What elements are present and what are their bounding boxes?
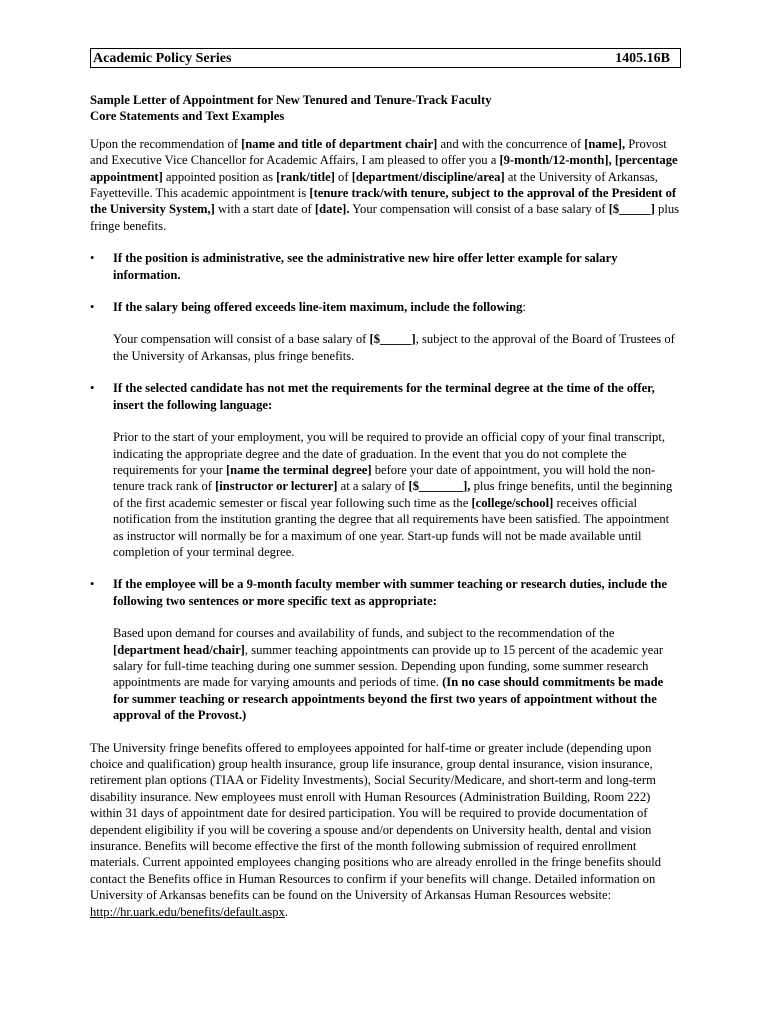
intro-run-11: [tenure track/with tenure, subject to the approval of the President of the University System,] (90, 186, 677, 217)
bullet-item-salary-exceeds (90, 299, 681, 315)
intro-run-7: [rank/title] (276, 169, 335, 184)
bullet3-text-run-4: at a salary of (337, 479, 409, 494)
bullet-icon: • (90, 577, 95, 592)
bullet2-text-run-1: [$_____] (369, 332, 416, 347)
bullet-colon: : (522, 300, 526, 315)
bullet-heading: If the position is administrative, see the administrative new hire offer letter example for salary information. (113, 251, 618, 282)
intro-run-6: appointed position as (162, 169, 277, 184)
bullet3-text-run-1: [name the terminal degree] (225, 462, 372, 477)
benefits-text: The University fringe benefits offered to employees appointed for half-time or greater include (depending upon choice and qualification) group health insurance, group life insurance, group dental insurance, vision insurance, retirement plan options (TIAA or Fidelity Investments), Social Security/Medicare, and short-term and long-term disability insurance. New employees must enroll with Human Resources (Administration Building, Room 222) within 31 days of appointment date for desired participation. You will be required to provide documentation of dependent eligibility if you will be covering a spouse and/or dependents on University health, dental and vision insurance. Benefits will become effective the first of the month following submission of required enrollment materials. Current appointed employees changing positions who are already enrolled in the fringe benefits should contact the Benefits office in Human Resources to confirm if your benefits will change. Detailed information on University of Arkansas benefits can be found on the University of Arkansas Human Resources website: (90, 740, 662, 903)
intro-run-0: Upon the recommendation of (90, 136, 242, 151)
intro-run-1: [name and title of department chair] (241, 136, 438, 151)
intro-run-8: of (334, 169, 352, 184)
document-subtitle: Core Statements and Text Examples (90, 109, 285, 124)
intro-run-13: [date]. (314, 202, 350, 217)
bullet-icon: • (90, 381, 95, 396)
document-header (90, 48, 681, 68)
bullet2-text-run-2: , subject to the approval of the Board of Trustees of the University of Arkansas, plus fringe benefits. (113, 332, 675, 363)
bullet-heading: If the salary being offered exceeds line-item maximum, include the following (113, 300, 523, 315)
bullet4-text-run-1: [department head/chair] (113, 642, 245, 657)
bullet2-text-run-0: Your compensation will consist of a base salary of (113, 332, 370, 347)
bullet-item-administrative (90, 250, 681, 283)
bullet4-text-run-2: , summer teaching appointments can provide up to 15 percent of the academic year salary for full-time teaching during one summer session. Depending upon funding, some summer research appointments are made for varying amounts and periods of time. (113, 642, 664, 690)
bullet3-text-run-7: [college/school] (471, 495, 554, 510)
bullet4-text-run-0: Based upon demand for courses and availability of funds, and subject to the recommendation of the (113, 626, 615, 641)
intro-paragraph (90, 136, 681, 234)
benefits-end: . (284, 904, 288, 919)
intro-run-10: at the University of Arkansas, Fayetteville. This academic appointment is (90, 169, 658, 201)
bullet4-text-run-3: (In no case should commitments be made for summer teaching or research appointments beyond the first two years of appointment without the approval of the Provost.) (113, 675, 664, 723)
intro-run-9: [department/discipline/area] (351, 169, 505, 184)
bullet-heading: If the selected candidate has not met the requirements for the terminal degree at the time of the offer, insert the following language: (113, 381, 655, 412)
bullet3-text-run-8: receives official notification from the institution granting the degree that all requirements have been satisfied. The appointment as instructor will normally be for a maximum of one year. Start-up funds will not be made available until completion of your terminal degree. (113, 495, 670, 559)
intro-run-14: Your compensation will consist of a base salary of (349, 202, 609, 217)
bullet-item-terminal-degree (90, 380, 681, 413)
intro-run-12: with a start date of (214, 202, 315, 217)
intro-run-3: [name], (584, 136, 626, 151)
document-title: Sample Letter of Appointment for New Tenured and Tenure-Track Faculty (90, 93, 492, 107)
policy-series-title: Academic Policy Series (93, 51, 232, 66)
terminal-degree-text (90, 429, 681, 560)
bullet-icon: • (90, 300, 95, 315)
document-body (90, 92, 681, 920)
intro-run-5: [9-month/12-month], [percentage appointment] (90, 153, 678, 184)
salary-exceeds-text (90, 331, 681, 364)
bullet-icon: • (90, 251, 95, 266)
bullet3-text-run-2: before your date of appointment, you will hold the non-tenure track rank of (113, 462, 656, 494)
bullet3-text-run-3: [instructor or lecturer] (215, 479, 338, 494)
benefits-paragraph (90, 740, 681, 920)
bullet3-text-run-5: [$_______], (408, 479, 471, 494)
summer-duties-text (90, 625, 681, 723)
intro-run-4: Provost and Executive Vice Chancellor for Academic Affairs, I am pleased to offer you a (90, 136, 667, 168)
intro-run-15: [$_____] (608, 202, 655, 217)
bullet3-text-run-0: Prior to the start of your employment, you will be required to provide an official copy of your final transcript, indicating the appropriate degree and the date of graduation. In the event that you do not complete the requirements for your (113, 430, 666, 477)
intro-run-16: plus fringe benefits. (90, 202, 680, 233)
bullet-item-summer-duties (90, 576, 681, 609)
bullet-heading: If the employee will be a 9-month faculty member with summer teaching or research duties, include the following two sentences or more specific text as appropriate: (113, 577, 667, 608)
intro-run-2: and with the concurrence of (437, 136, 585, 151)
bullet3-text-run-6: plus fringe benefits, until the beginning of the first academic semester or fiscal year following such time as the (113, 479, 673, 510)
hr-benefits-link[interactable]: http://hr.uark.edu/benefits/default.aspx (90, 904, 285, 919)
policy-number: 1405.16B (615, 51, 670, 66)
